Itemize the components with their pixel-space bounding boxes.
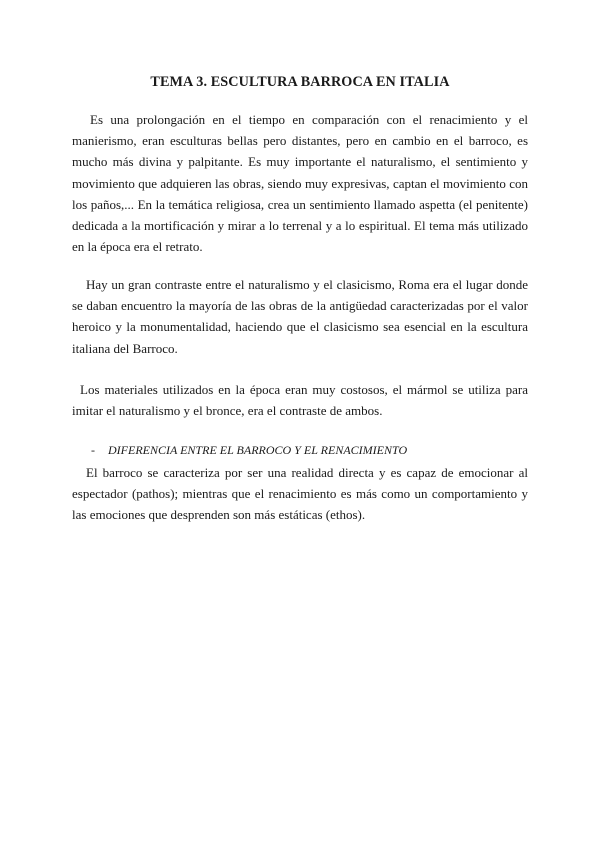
paragraph-intro: Es una prolongación en el tiempo en comparación con el renacimiento y el manierismo, eran esculturas bellas pero distantes, pero en cambio en el barroco, es mucho más divina y palpitante. Es muy importante el naturalismo, el sentimiento y movimiento que adquieren las obras, siendo muy expresivas, captan el movimiento con los paños,... En la temática religiosa, crea un sentimiento llamado aspetta (el penitente) dedicada a la mortificación y mirar a lo terrenal y a lo espiritual. El tema más utilizado en la época era el retrato. — [72, 112, 528, 255]
section-heading-bullet — [91, 443, 407, 458]
bullet-dash: - — [91, 443, 95, 457]
paragraph-materials: Los materiales utilizados en la época eran muy costosos, el mármol se utiliza para imitar el naturalismo y el bronce, era el contraste de ambos. — [72, 382, 528, 419]
paragraph-difference: El barroco se caracteriza por ser una realidad directa y es capaz de emocionar al espectador (pathos); mientras que el renacimiento es más como un comportamiento y las emociones que desprenden son más estáticas (ethos). — [72, 465, 528, 523]
page-title: TEMA 3. ESCULTURA BARROCA EN ITALIA — [150, 74, 450, 90]
section-heading: DIFERENCIA ENTRE EL BARROCO Y EL RENACIMIENTO — [108, 443, 408, 457]
paragraph-contrast: Hay un gran contraste entre el naturalismo y el clasicismo, Roma era el lugar donde se daban encuentro la mayoría de las obras de la antigüedad caracterizadas por el valor heroico y la monumentalidad, haciendo que el clasicismo sea esencial en la escultura italiana del Barroco. — [72, 277, 528, 356]
